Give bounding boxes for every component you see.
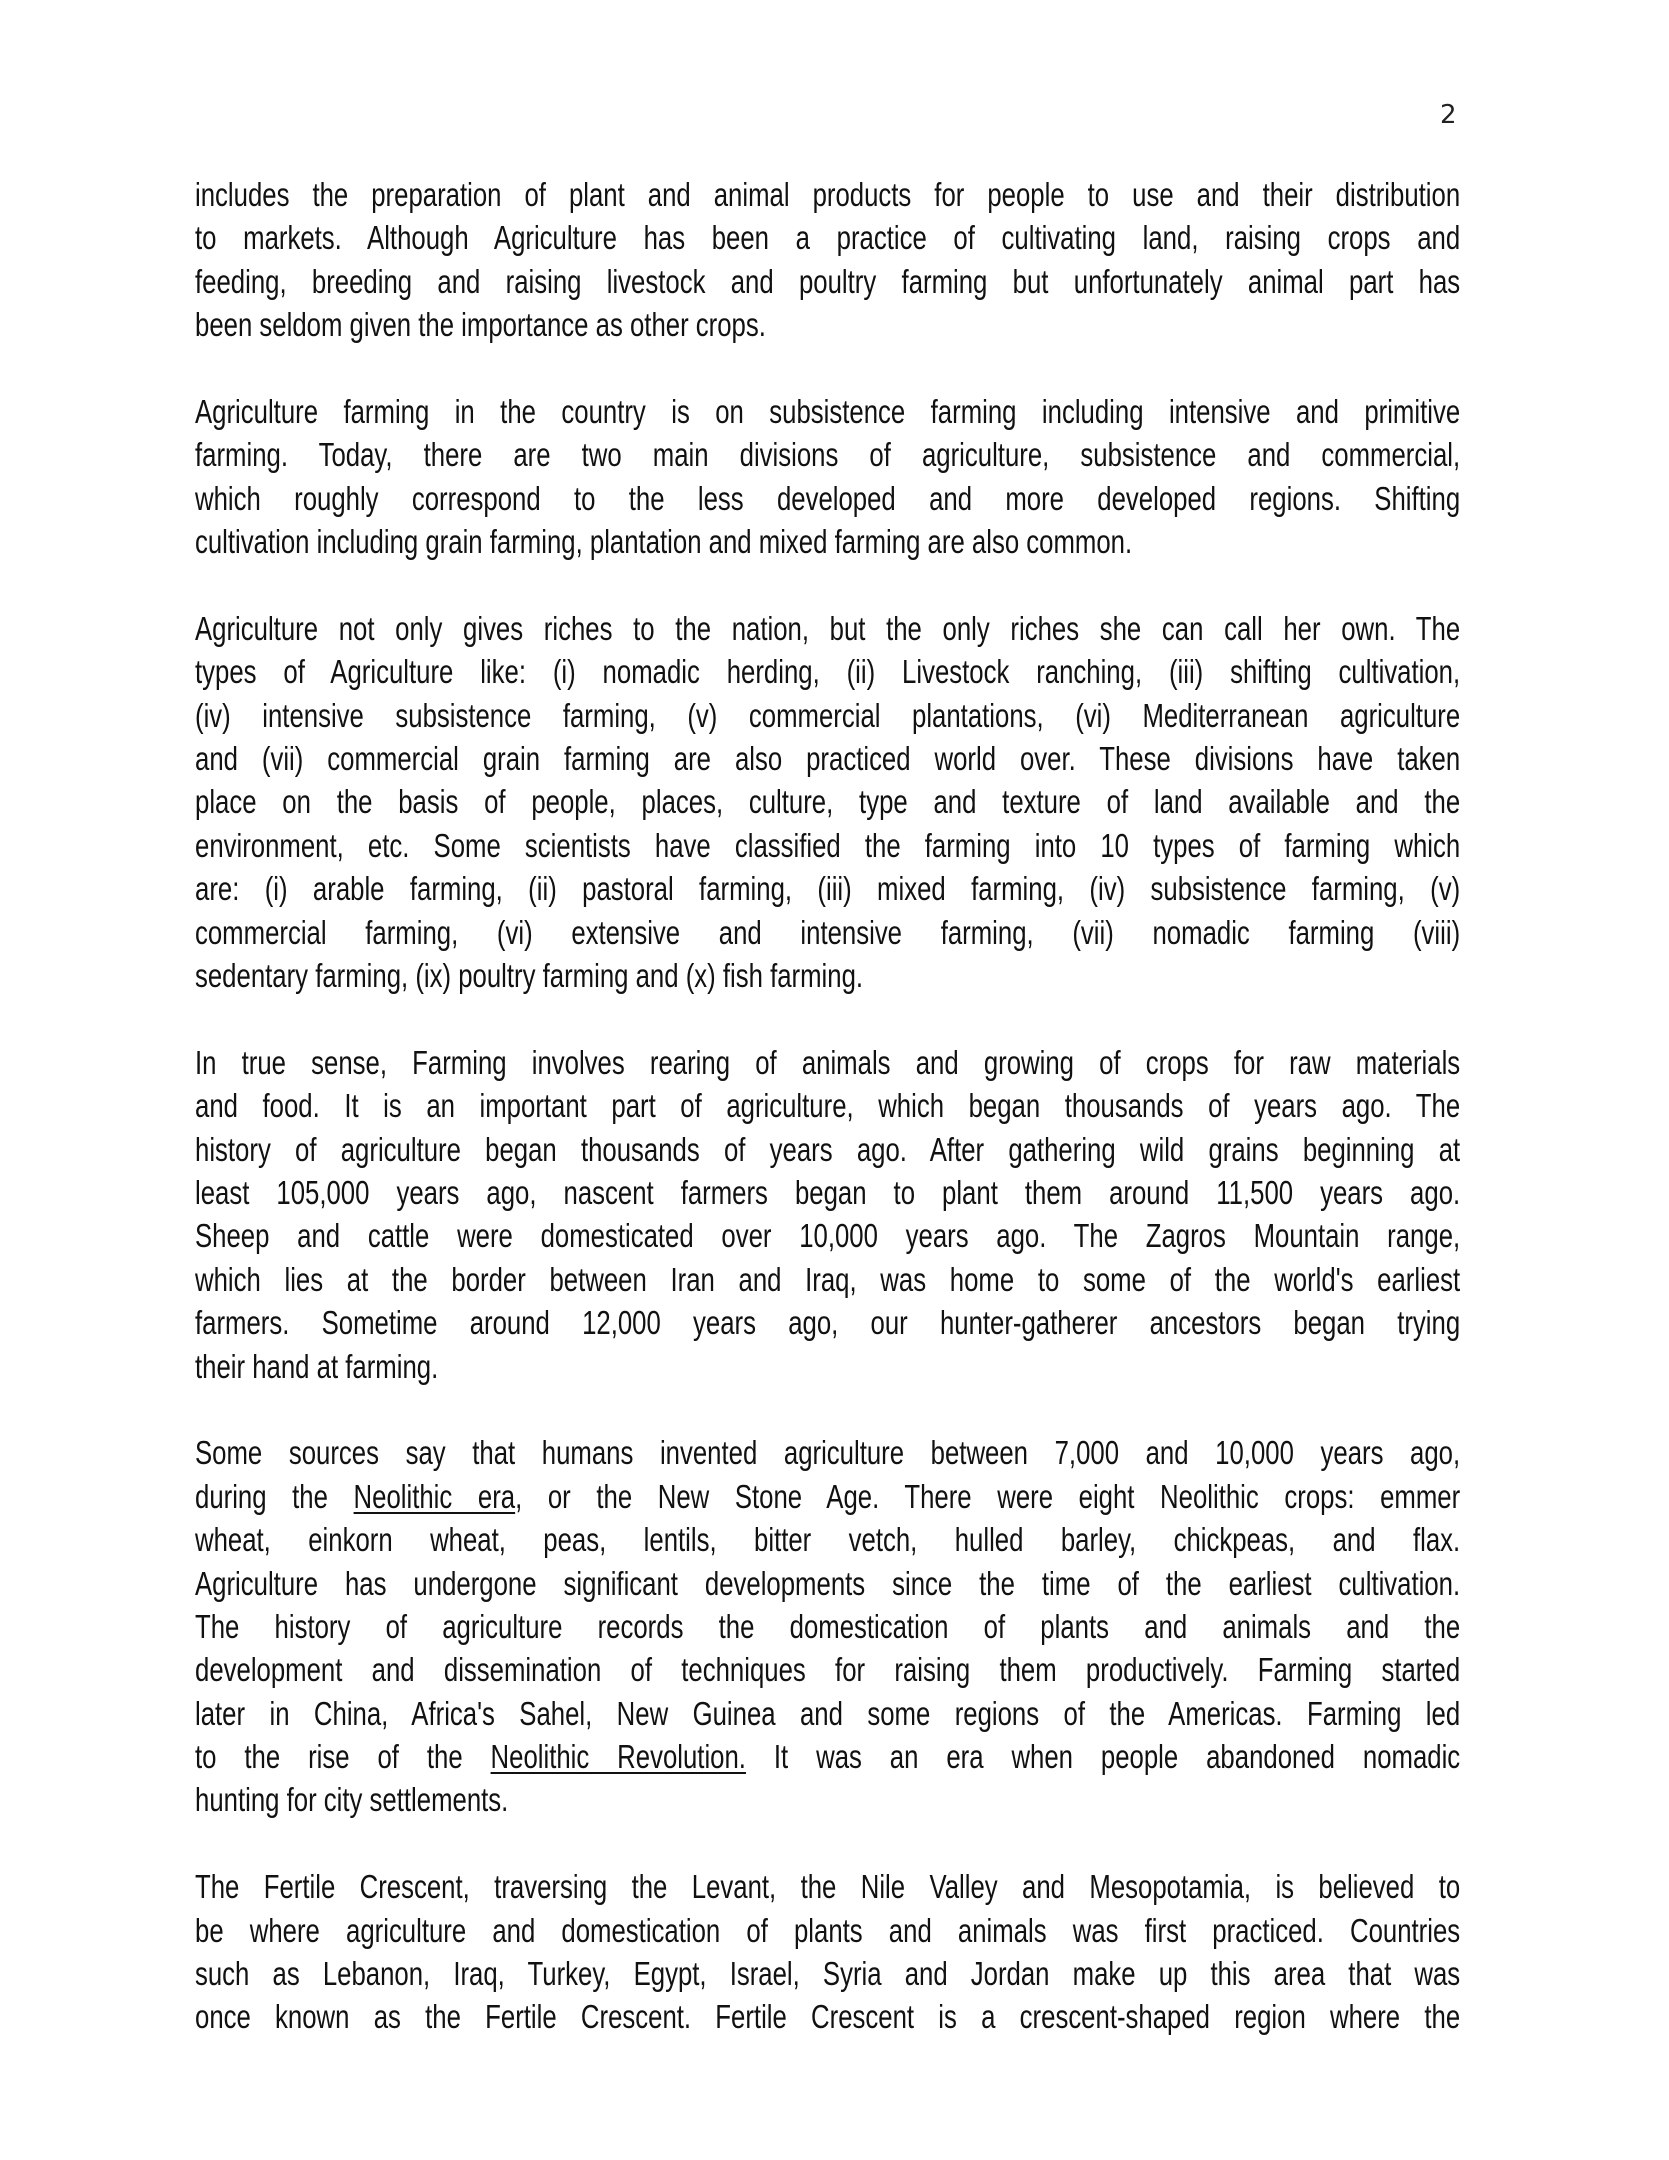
text-segment: The Fertile Crescent, traversing the Levant, the Nile Valley and Mesopotamia, is believed to [195,1868,1461,1906]
text-segment: farmers. Sometime around 12,000 years ago, our hunter-gatherer ancestors began trying [195,1304,1461,1342]
text-segment: commercial farming, (vi) extensive and intensive farming, (vii) nomadic farming (viii) [195,913,1461,951]
text-segment: environment, etc. Some scientists have classified the farming into 10 types of farming which [195,826,1461,864]
text-line [195,306,1460,349]
text-segment: Sheep and cattle were domesticated over 10,000 years ago. The Zagros Mountain range, [195,1217,1461,1255]
text-line [195,1868,1460,1911]
text-line [195,1131,1460,1174]
text-line [195,914,1460,957]
page-number: 2 [1440,100,1457,130]
text-line [195,957,1460,1000]
paragraph [195,610,1460,1001]
text-segment: The history of agriculture records the domestication of plants and animals and the [195,1607,1461,1645]
text-line [195,1174,1460,1217]
text-segment: once known as the Fertile Crescent. Fertile Crescent is a crescent-shaped region where the [195,1998,1461,2036]
text-segment: farming. Today, there are two main divisions of agriculture, subsistence and commercial, [195,436,1461,474]
text-segment: later in China, Africa's Sahel, New Guinea and some regions of the Americas. Farming led [195,1694,1461,1732]
text-segment: which roughly correspond to the less developed and more developed regions. Shifting [195,479,1461,517]
text-segment: In true sense, Farming involves rearing of animals and growing of crops for raw materials [195,1043,1461,1081]
text-segment: includes the preparation of plant and animal products for people to use and their distribution [195,176,1461,213]
text-segment: been seldom given the importance as other crops. [195,306,766,344]
text-segment: , or the New Stone Age. There were eight Neolithic crops: emmer [515,1477,1461,1515]
text-line [195,870,1460,913]
text-segment: cultivation including grain farming, plantation and mixed farming are also common. [195,523,1133,561]
text-segment: place on the basis of people, places, culture, type and texture of land available and the [195,783,1461,821]
text-line [195,176,1460,219]
text-segment: Some sources say that humans invented agriculture between 7,000 and 10,000 years ago, [195,1434,1461,1472]
text-line [195,1044,1460,1087]
paragraph [195,1868,1460,2042]
text-segment: feeding, breeding and raising livestock and poultry farming but unfortunately animal part has [195,262,1461,300]
text-line [195,1608,1460,1651]
text-line [195,1217,1460,1260]
text-line [195,1434,1460,1477]
text-line [195,827,1460,870]
text-segment: to the rise of the [195,1738,491,1776]
text-line [195,1087,1460,1130]
text-line [195,1695,1460,1738]
text-segment: types of Agriculture like: (i) nomadic herding, (ii) Livestock ranching, (iii) shifting cultivation, [195,653,1461,691]
text-line [195,219,1460,262]
text-line [195,436,1460,479]
text-line [195,653,1460,696]
text-segment: wheat, einkorn wheat, peas, lentils, bitter vetch, hulled barley, chickpeas, and flax. [195,1521,1461,1559]
text-segment: It was an era when people abandoned nomadic [745,1738,1461,1776]
text-segment: Agriculture has undergone significant developments since the time of the earliest cultivation. [195,1564,1461,1602]
text-segment: to markets. Although Agriculture has been a practice of cultivating land, raising crops and [195,219,1461,257]
paragraph [195,393,1460,567]
paragraph [195,1044,1460,1391]
text-line [195,393,1460,436]
text-line [195,263,1460,306]
text-line [195,523,1460,566]
underlined-link[interactable]: Neolithic Revolution. [490,1738,746,1776]
text-segment: development and dissemination of techniques for raising them productively. Farming started [195,1651,1461,1689]
text-segment: and food. It is an important part of agriculture, which began thousands of years ago. The [195,1087,1461,1125]
text-line [195,740,1460,783]
text-segment: history of agriculture began thousands of years ago. After gathering wild grains beginning at [195,1130,1461,1168]
text-line [195,1651,1460,1694]
text-segment: sedentary farming, (ix) poultry farming and (x) fish farming. [195,957,864,995]
text-segment: hunting for city settlements. [195,1781,509,1819]
document-body [195,176,1460,2085]
text-segment: during the [195,1477,354,1515]
text-line [195,1781,1460,1824]
text-line [195,1955,1460,1998]
text-line [195,1998,1460,2041]
text-line [195,1261,1460,1304]
text-segment: (iv) intensive subsistence farming, (v) commercial plantations, (vi) Mediterranean agriculture [195,696,1461,734]
text-line [195,480,1460,523]
text-segment: their hand at farming. [195,1347,439,1385]
text-line [195,610,1460,653]
paragraph [195,1434,1460,1825]
underlined-link[interactable]: Neolithic era [353,1477,516,1515]
text-segment: least 105,000 years ago, nascent farmers began to plant them around 11,500 years ago. [195,1173,1461,1211]
text-segment: which lies at the border between Iran and Iraq, was home to some of the world's earliest [195,1260,1461,1298]
text-segment: Agriculture not only gives riches to the nation, but the only riches she can call her own. The [195,609,1461,647]
text-line [195,1348,1460,1391]
text-line [195,783,1460,826]
text-segment: be where agriculture and domestication of plants and animals was first practiced. Countries [195,1911,1461,1949]
text-line [195,1304,1460,1347]
text-segment: are: (i) arable farming, (ii) pastoral farming, (iii) mixed farming, (iv) subsistence farming, (v) [195,870,1461,908]
paragraph [195,176,1460,350]
text-line [195,1478,1460,1521]
text-segment: such as Lebanon, Iraq, Turkey, Egypt, Israel, Syria and Jordan make up this area that was [195,1955,1461,1993]
text-line [195,697,1460,740]
text-segment: and (vii) commercial grain farming are also practiced world over. These divisions have taken [195,740,1461,778]
text-segment: Agriculture farming in the country is on subsistence farming including intensive and primitive [195,392,1461,430]
text-line [195,1565,1460,1608]
text-line [195,1912,1460,1955]
text-line [195,1738,1460,1781]
text-line [195,1521,1460,1564]
